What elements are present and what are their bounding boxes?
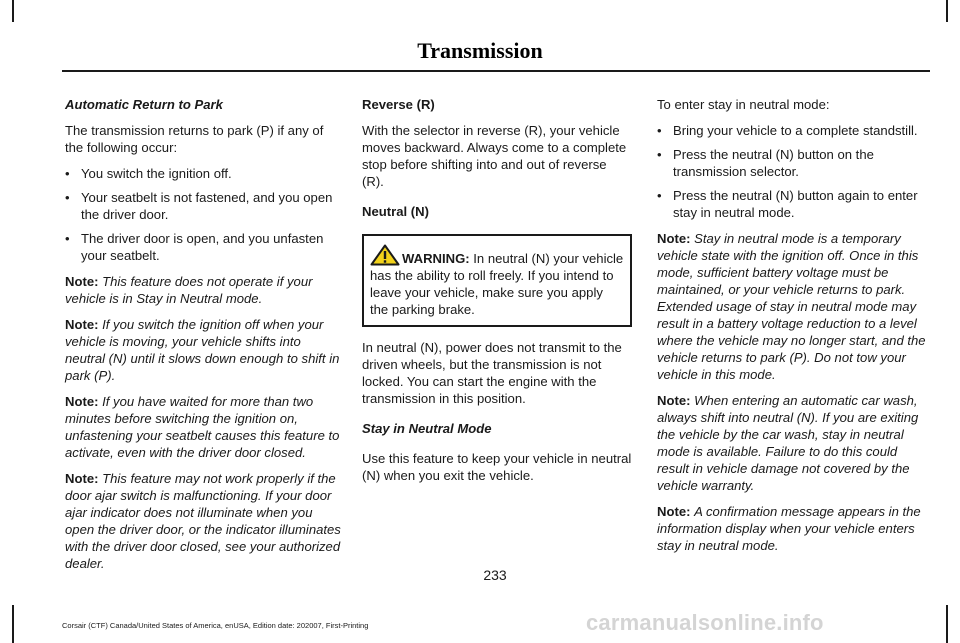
note-paragraph <box>657 503 929 554</box>
watermark: carmanualsonline.info <box>586 610 824 635</box>
note-paragraph <box>657 230 929 383</box>
warning-label: WARNING: <box>402 251 470 266</box>
column-3 <box>657 96 929 563</box>
note-label: Note: <box>657 231 691 246</box>
note-text: A confirmation message appears in the information display when your vehicle enters stay in neutral mode. <box>657 504 921 553</box>
section-heading-reverse: Reverse (R) <box>362 97 435 112</box>
note-text: This feature does not operate if your vehicle is in Stay in Neutral mode. <box>65 274 313 306</box>
note-label: Note: <box>65 471 99 486</box>
list-item: • The driver door is open, and you unfasten your seatbelt. <box>65 230 341 264</box>
note-paragraph <box>65 316 341 384</box>
page-number: 233 <box>483 567 507 583</box>
note-text: If you switch the ignition off when your vehicle is moving, your vehicle shifts into neutral (N) until it slows down enough to shift in park (P). <box>65 317 340 383</box>
note-paragraph <box>65 273 341 307</box>
note-label: Note: <box>65 394 99 409</box>
crop-mark-bottom-left-v <box>12 605 14 643</box>
crop-mark-top-right-v <box>946 0 948 22</box>
auto-return-intro: The transmission returns to park (P) if any of the following occur: <box>65 123 324 155</box>
list-item: • You switch the ignition off. <box>65 165 341 182</box>
warning-triangle-icon <box>370 244 400 266</box>
crop-mark-bottom-right-v <box>946 605 948 643</box>
stay-neutral-text: Use this feature to keep your vehicle in neutral (N) when you exit the vehicle. <box>362 451 632 483</box>
list-item: • Press the neutral (N) button on the transmission selector. <box>657 146 929 180</box>
auto-return-list <box>65 165 341 264</box>
warning-box <box>362 234 632 327</box>
column-2 <box>362 96 632 493</box>
note-text: Stay in neutral mode is a temporary vehicle state with the ignition off. Once in this mode, sufficient battery voltage must be maintained, or your vehicle returns to park. Extended usage of stay in neutral mode may result in a battery voltage reduction to a level where the vehicle may no longer start, and the vehicle returns to park (P). Do not tow your vehicle in this mode. <box>657 231 926 382</box>
list-item: • Press the neutral (N) button again to enter stay in neutral mode. <box>657 187 929 221</box>
crop-mark-top-left-h <box>12 0 14 22</box>
note-text: If you have waited for more than two minutes before switching the ignition on, unfastening your seatbelt causes this feature to activate, even with the driver door closed. <box>65 394 340 460</box>
stay-neutral-steps <box>657 122 929 221</box>
neutral-text: In neutral (N), power does not transmit to the driven wheels, but the transmission is not locked. You can start the engine with the transmission in this position. <box>362 340 622 406</box>
note-label: Note: <box>65 317 99 332</box>
warning-text: In neutral (N) your vehicle has the ability to roll freely. If you intend to leave your vehicle, make sure you apply the parking brake. <box>370 251 624 317</box>
list-item: • Your seatbelt is not fastened, and you open the driver door. <box>65 189 341 223</box>
section-heading-auto-return: Automatic Return to Park <box>65 97 223 112</box>
column-1 <box>65 96 341 581</box>
note-paragraph <box>65 393 341 461</box>
stay-neutral-intro: To enter stay in neutral mode: <box>657 97 830 112</box>
page-title: Transmission <box>417 38 543 63</box>
note-text: This feature may not work properly if the door ajar switch is malfunctioning. If your door ajar indicator does not illuminate when you open the driver door, or the indicator illuminates with the driver door closed, see your authorized dealer. <box>65 471 341 571</box>
note-label: Note: <box>657 393 691 408</box>
note-label: Note: <box>65 274 99 289</box>
edition-footer: Corsair (CTF) Canada/United States of America, enUSA, Edition date: 202007, First-Printing <box>62 621 369 630</box>
note-text: When entering an automatic car wash, always shift into neutral (N). If you are exiting the vehicle by the car wash, stay in neutral mode is available. Failure to do this could result in vehicle damage not covered by the vehicle warranty. <box>657 393 919 493</box>
list-item: • Bring your vehicle to a complete standstill. <box>657 122 929 139</box>
section-heading-neutral: Neutral (N) <box>362 204 429 219</box>
header-divider <box>62 70 930 72</box>
note-paragraph <box>657 392 929 494</box>
section-heading-stay-neutral: Stay in Neutral Mode <box>362 421 492 436</box>
note-label: Note: <box>657 504 691 519</box>
reverse-text: With the selector in reverse (R), your vehicle moves backward. Always come to a complete stop before shifting into and out of reverse (R). <box>362 123 627 189</box>
note-paragraph <box>65 470 341 572</box>
